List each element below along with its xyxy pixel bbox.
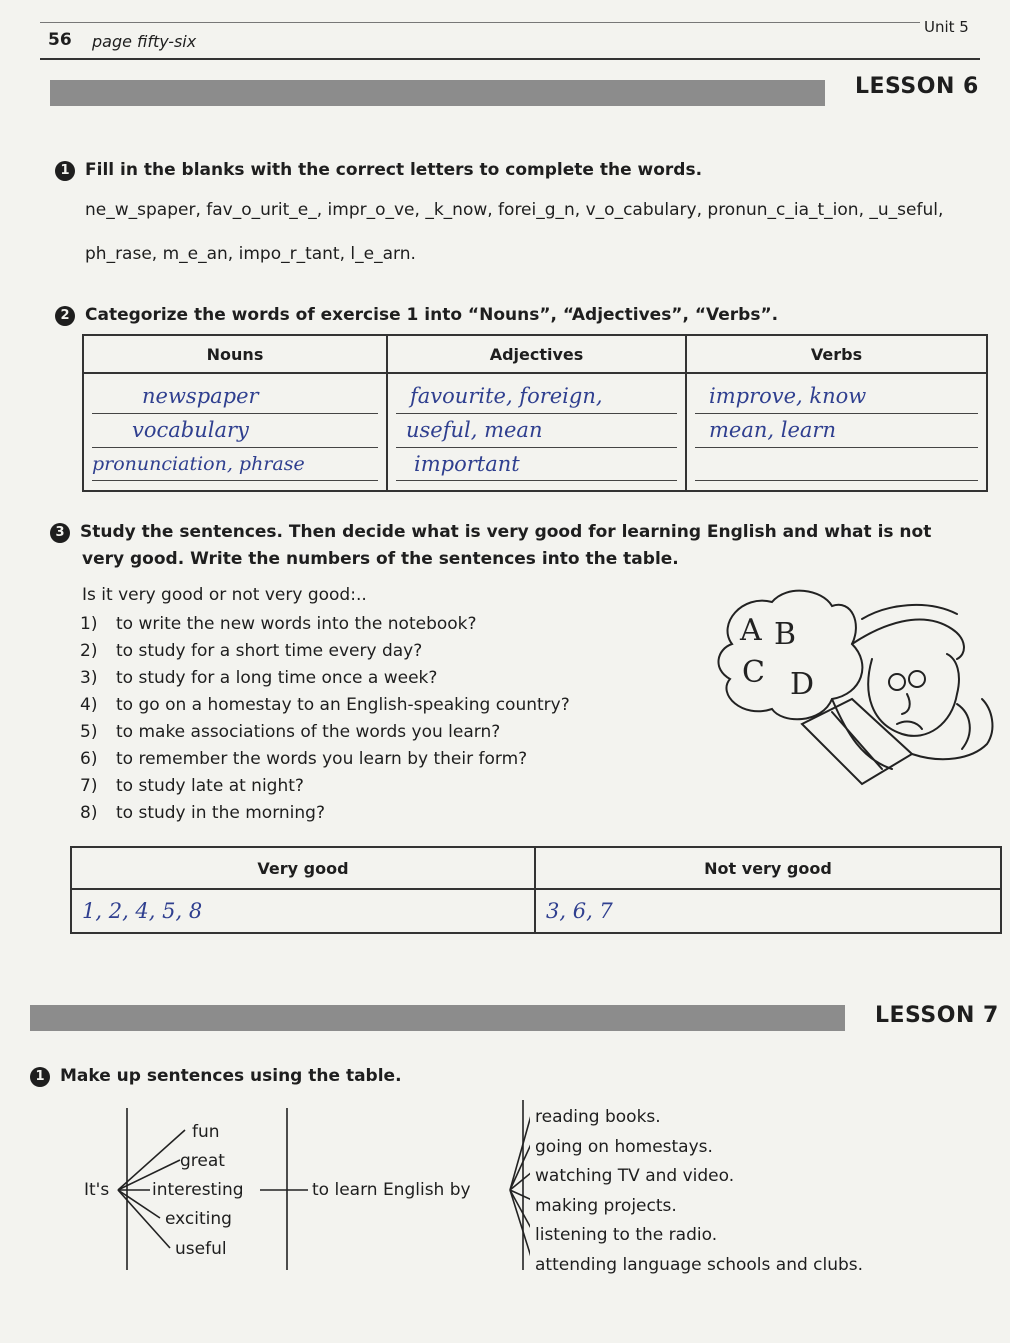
not-very-good-cell bbox=[535, 889, 1001, 933]
header-rule bbox=[40, 58, 980, 60]
ex3-instruction-line-2: very good. Write the numbers of the sentences into the table. bbox=[82, 549, 679, 569]
list-item: 8) to study in the morning? bbox=[80, 803, 325, 823]
ex1-instruction bbox=[55, 160, 702, 181]
adjective-answer-2: useful, mean bbox=[396, 414, 677, 448]
lesson-6-title: LESSON 6 bbox=[855, 74, 979, 99]
verbs-header: Verbs bbox=[686, 335, 987, 373]
ex2-number-badge: 2 bbox=[55, 306, 75, 326]
good-bad-table bbox=[70, 846, 1002, 934]
ex3-sentence-list bbox=[80, 611, 570, 827]
very-good-answer: 1, 2, 4, 5, 8 bbox=[82, 899, 203, 923]
list-item: 6) to remember the words you learn by their form? bbox=[80, 749, 528, 769]
categorize-table bbox=[82, 334, 988, 492]
list-item: attending language schools and clubs. bbox=[535, 1254, 864, 1275]
list-item: listening to the radio. bbox=[535, 1225, 718, 1245]
very-good-cell bbox=[71, 889, 535, 933]
adjective-exciting: exciting bbox=[165, 1209, 232, 1229]
l7-ex1-instruction-text: Make up sentences using the table. bbox=[60, 1066, 402, 1086]
adjectives-header: Adjectives bbox=[387, 335, 686, 373]
list-item: 3) to study for a long time once a week? bbox=[80, 668, 438, 688]
l7-ex1-number-badge: 1 bbox=[30, 1067, 50, 1087]
ex1-line-2: ph_rase, m_e_an, impo_r_tant, l_e_arn. bbox=[85, 244, 416, 264]
adjective-useful: useful bbox=[175, 1239, 227, 1259]
adjective-fun: fun bbox=[192, 1122, 220, 1142]
cloud-letter-d: D bbox=[790, 667, 815, 702]
adjective-answer-3: important bbox=[396, 448, 677, 481]
list-item: going on homestays. bbox=[535, 1136, 713, 1157]
ex1-number-badge: 1 bbox=[55, 161, 75, 181]
lesson-7-band bbox=[30, 1005, 845, 1031]
lesson-6-band bbox=[50, 80, 825, 106]
cloud-letter-b: B bbox=[774, 617, 797, 652]
noun-answer-2: vocabulary bbox=[92, 414, 378, 448]
page-number: 56 bbox=[48, 30, 72, 50]
list-item: 5) to make associations of the words you learn? bbox=[80, 722, 501, 742]
nouns-header: Nouns bbox=[83, 335, 387, 373]
list-item: 2) to study for a short time every day? bbox=[80, 641, 423, 661]
noun-answer-3: pronunciation, phrase bbox=[92, 448, 378, 481]
adjective-interesting: interesting bbox=[152, 1180, 244, 1200]
list-item: watching TV and video. bbox=[535, 1166, 735, 1186]
noun-answer-1: newspaper bbox=[92, 380, 378, 414]
ex1-line-1: ne_w_spaper, fav_o_urit_e_, impr_o_ve, _k_now, forei_g_n, v_o_cabulary, pronun_c_ia_t_ion, _u_seful, bbox=[85, 200, 944, 220]
not-very-good-header: Not very good bbox=[535, 847, 1001, 889]
nouns-cell bbox=[83, 373, 387, 491]
middle-phrase: to learn English by bbox=[312, 1180, 471, 1200]
subject-its: It's bbox=[84, 1180, 110, 1200]
student-reading-illustration bbox=[712, 584, 1002, 819]
ex2-instruction-text: Categorize the words of exercise 1 into “Nouns”, “Adjectives”, “Verbs”. bbox=[85, 305, 779, 325]
cloud-letter-a: A bbox=[740, 613, 762, 648]
cloud-letter-c: C bbox=[742, 655, 765, 690]
activities-list bbox=[535, 1103, 863, 1280]
list-item: 7) to study late at night? bbox=[80, 776, 304, 796]
adjective-answer-1: favourite, foreign, bbox=[396, 380, 677, 414]
ex3-number-badge: 3 bbox=[50, 523, 70, 543]
list-item: reading books. bbox=[535, 1107, 661, 1127]
ex3-instruction-text: Study the sentences. Then decide what is very good for learning English and what is not bbox=[80, 522, 932, 542]
list-item: 4) to go on a homestay to an English-speaking country? bbox=[80, 695, 570, 715]
l7-ex1-instruction bbox=[30, 1066, 402, 1087]
verb-answer-1: improve, know bbox=[695, 380, 978, 414]
ex1-instruction-text: Fill in the blanks with the correct letters to complete the words. bbox=[85, 160, 703, 180]
ex2-instruction bbox=[55, 305, 778, 326]
page-number-words: page fifty-six bbox=[92, 32, 197, 51]
unit-label: Unit 5 bbox=[924, 18, 969, 36]
adjectives-cell bbox=[387, 373, 686, 491]
not-very-good-answer: 3, 6, 7 bbox=[546, 899, 613, 923]
very-good-header: Very good bbox=[71, 847, 535, 889]
verb-answer-blank bbox=[695, 448, 978, 481]
verb-answer-2: mean, learn bbox=[695, 414, 978, 448]
list-item: 1) to write the new words into the notebook? bbox=[80, 614, 477, 634]
list-item: making projects. bbox=[535, 1195, 677, 1216]
verbs-cell bbox=[686, 373, 987, 491]
lesson-7-title: LESSON 7 bbox=[875, 1003, 999, 1028]
ex3-question: Is it very good or not very good:.. bbox=[82, 585, 367, 605]
header-top-rule bbox=[40, 22, 920, 23]
ex3-instruction-line-1 bbox=[50, 522, 931, 543]
adjective-great: great bbox=[180, 1151, 225, 1171]
